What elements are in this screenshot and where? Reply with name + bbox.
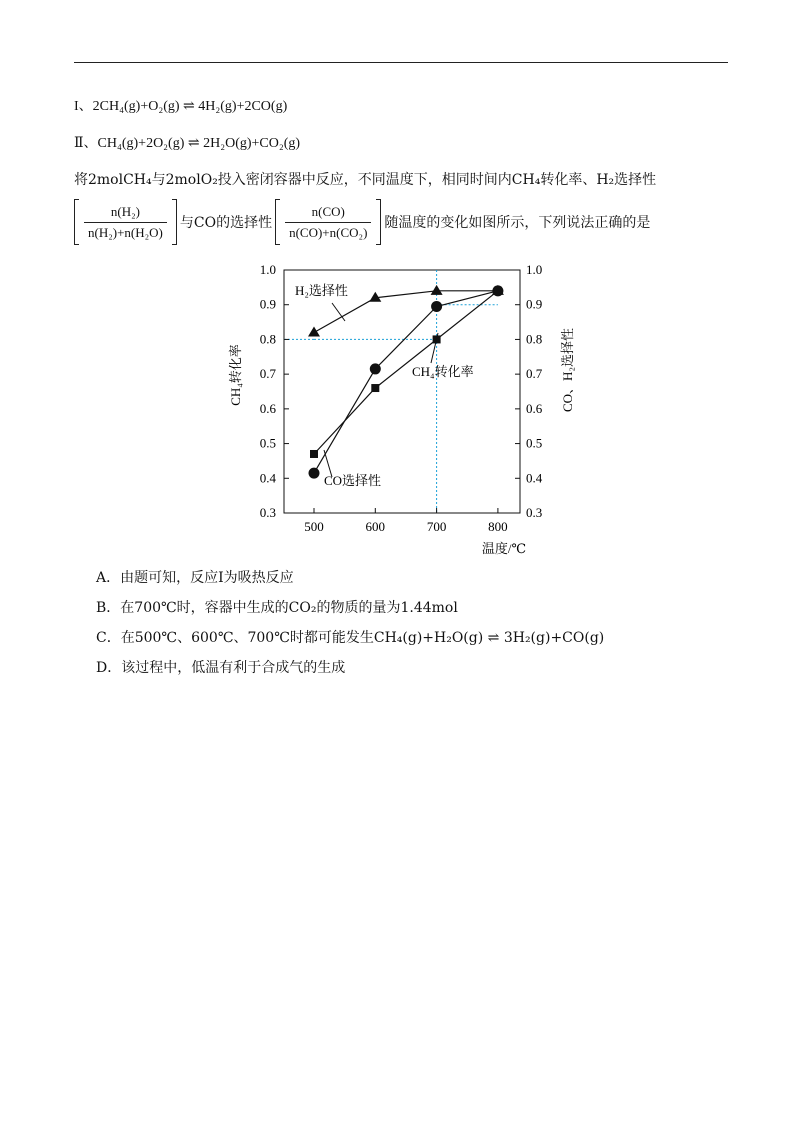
legend-ch4-conversion: CH₄转化率 [412, 364, 474, 379]
co-fraction-denominator: n(CO)+n(CO₂) [285, 222, 371, 241]
square-marker [310, 450, 318, 458]
series-line-circle [314, 291, 498, 473]
x-axis-label: 温度/℃ [481, 541, 527, 556]
circle-marker [309, 468, 320, 479]
selectivity-definition [74, 197, 653, 247]
x-tick-label: 500 [304, 519, 324, 534]
y-tick-label-right: 0.3 [526, 505, 543, 520]
co-selectivity-label: 与CO的选择性 [179, 215, 273, 231]
reaction-1: I、2CH₄(g)+O₂(g) ⇌ 4H₂(g)+2CO(g) [74, 99, 288, 114]
question-intro: 将2molCH₄与2molO₂投入密闭容器中反应，不同温度下，相同时间内CH₄转化率、H₂选择性 [74, 172, 657, 188]
y-tick-label-right: 0.7 [526, 366, 543, 382]
reaction-2: Ⅱ、CH₄(g)+2O₂(g) ⇌ 2H₂O(g)+CO₂(g) [74, 136, 301, 151]
right-axis-label: CO、H₂选择性 [560, 328, 575, 412]
triangle-marker [308, 326, 320, 336]
circle-marker [370, 363, 381, 374]
triangle-marker [431, 285, 443, 295]
y-tick-label-right: 0.5 [526, 435, 543, 451]
co-selectivity-fraction [285, 204, 371, 241]
y-tick-label-right: 0.8 [526, 331, 543, 347]
co-selectivity-bracket [275, 199, 381, 245]
y-tick-label-left: 1.0 [259, 262, 276, 277]
h2-selectivity-bracket [74, 199, 177, 245]
h2-fraction-numerator: n(H₂) [110, 203, 140, 219]
legend-h2-selectivity: H₂选择性 [295, 283, 348, 298]
y-tick-label-left: 0.6 [259, 400, 276, 416]
legend-co-selectivity: CO选择性 [324, 473, 382, 488]
option-d: D．该过程中，低温有利于合成气的生成 [96, 660, 346, 676]
x-tick-label: 700 [426, 519, 447, 534]
conversion-selectivity-chart [220, 255, 600, 565]
y-tick-label-right: 0.6 [526, 400, 543, 416]
y-tick-label-left: 0.4 [259, 470, 276, 486]
y-tick-label-left: 0.8 [259, 331, 276, 347]
option-b: B．在700℃时，容器中生成的CO₂的物质的量为1.44mol [96, 600, 458, 616]
option-c: C．在500℃、600℃、700℃时都可能发生CH₄(g)+H₂O(g) ⇌ 3H₂(g)+CO(g) [96, 630, 605, 646]
header-rule [74, 62, 728, 63]
y-tick-label-right: 0.9 [526, 296, 543, 312]
h2-fraction-denominator: n(H₂)+n(H₂O) [84, 222, 167, 241]
left-axis-label: CH₄转化率 [228, 344, 243, 406]
square-marker [371, 384, 379, 392]
x-tick-label: 600 [365, 519, 386, 534]
y-tick-label-left: 0.3 [259, 505, 276, 520]
circle-marker [431, 301, 442, 312]
y-tick-label-right: 1.0 [526, 262, 543, 277]
y-tick-label-left: 0.9 [259, 296, 276, 312]
y-tick-label-right: 0.4 [526, 470, 543, 486]
co-fraction-numerator: n(CO) [311, 203, 345, 219]
plot-frame [284, 270, 520, 513]
question-stem-tail: 随温度的变化如图所示，下列说法正确的是 [384, 215, 651, 231]
h2-selectivity-fraction [84, 204, 167, 241]
circle-marker [492, 285, 503, 296]
y-tick-label-left: 0.7 [259, 366, 276, 382]
option-a: A．由题可知，反应Ⅰ为吸热反应 [96, 570, 294, 586]
y-tick-label-left: 0.5 [259, 435, 276, 451]
x-tick-label: 800 [488, 519, 508, 534]
